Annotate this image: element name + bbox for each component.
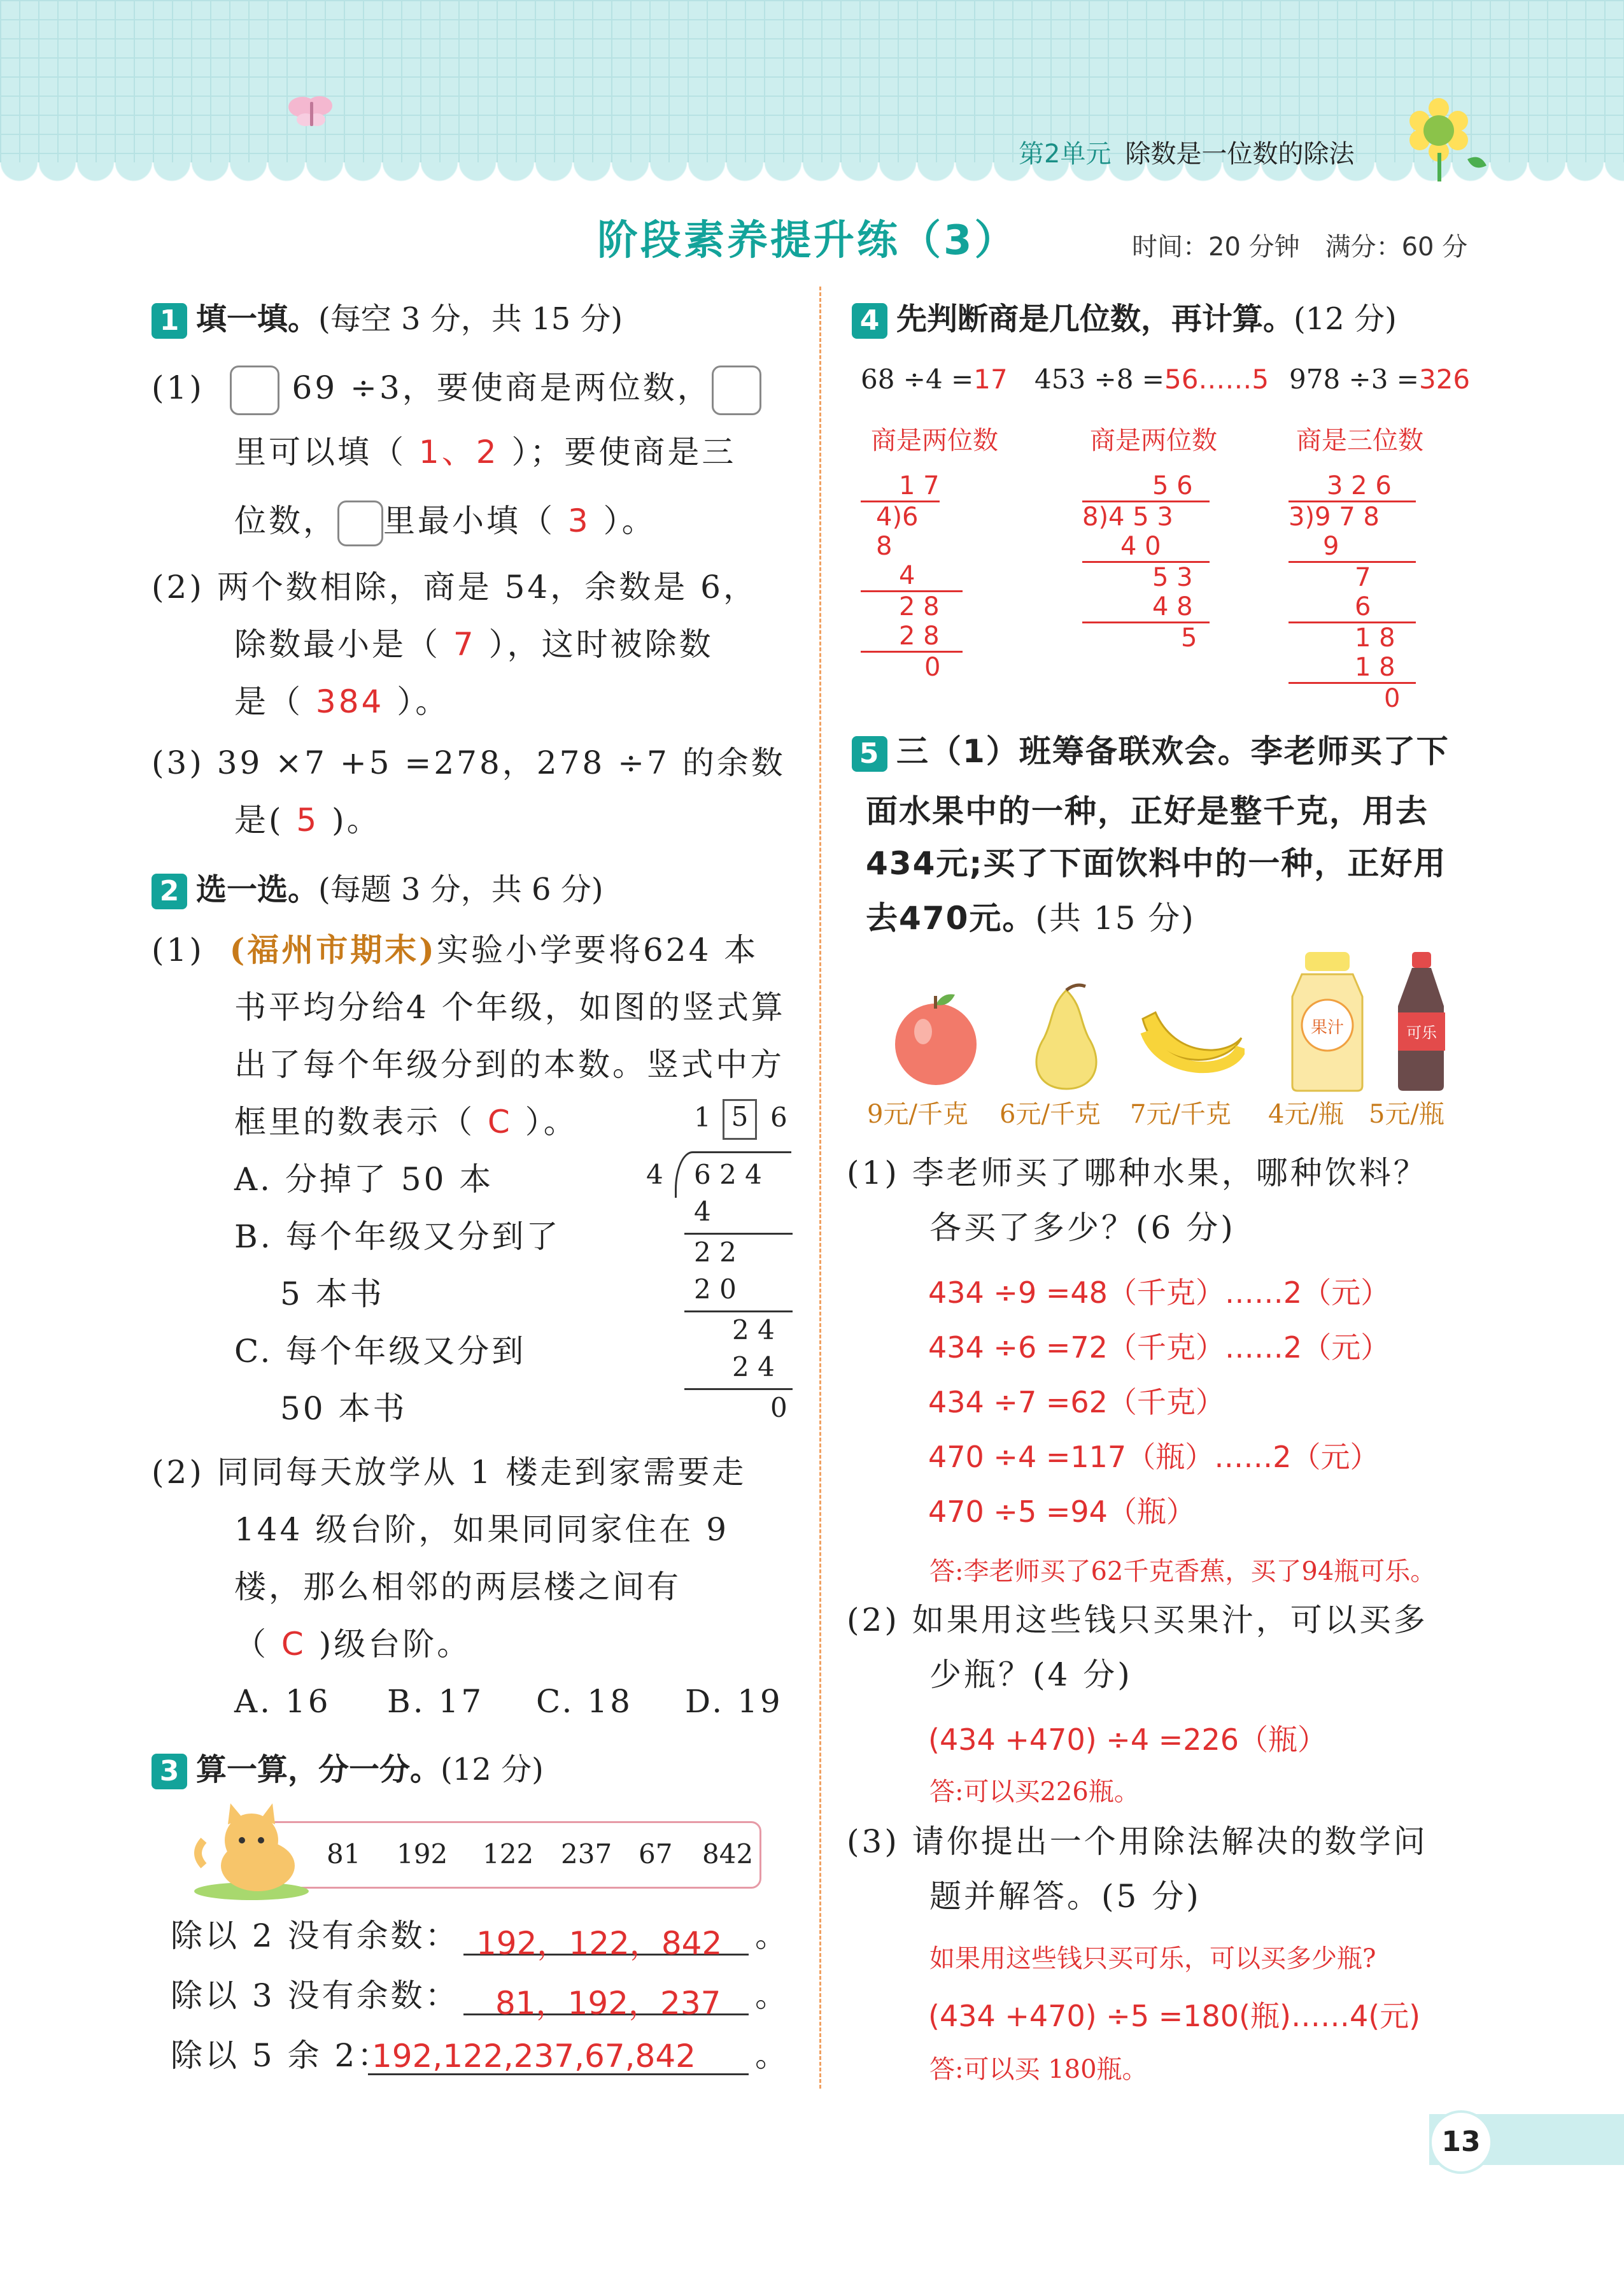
q1-heading: 1 填一填。(每空 3 分，共 15 分) [152, 294, 623, 339]
q1-p1-line3: 位数， 里最小填（ 3 ）。 [234, 501, 656, 546]
q1-p2-line2: 除数最小是（ 7 ），这时被除数 [234, 626, 714, 663]
q1-p2-line3: 是（ 384 ）。 [234, 683, 450, 720]
q2-heading: 2 选一选。(每题 3 分，共 6 分) [152, 865, 604, 909]
cat-icon [191, 1796, 312, 1904]
q5-p1-answer-5: 470 ÷5 =94（瓶） [928, 1494, 1196, 1529]
q5-p1-answer-1: 434 ÷9 =48（千克）……2（元） [928, 1275, 1390, 1310]
q3-answer-2: 81，192，237 [495, 1985, 721, 2022]
q2-p1-line3: 出了每个年级分到的本数。竖式中方 [234, 1046, 784, 1083]
juice-bottle-icon [1286, 949, 1369, 1092]
price-pear: 6元/千克 [999, 1100, 1101, 1129]
division-box: 5 [723, 1099, 757, 1140]
q4-hint-2: 商是两位数 [1090, 426, 1217, 455]
q5-p3-line2: 题并解答。(5 分) [929, 1878, 1201, 1915]
q5-line4: 去470元。(共 15 分) [866, 900, 1195, 937]
q5-line1: 5 三（1）班筹备联欢会。李老师买了下 [852, 732, 1450, 772]
column-divider [819, 287, 821, 2089]
svg-text:果汁: 果汁 [1310, 1018, 1345, 1037]
q3-answer-1: 192，122，842 [476, 1925, 723, 1962]
q2-number: 2 [152, 874, 187, 909]
q5-p3-final: 答:可以买 180瓶。 [929, 2055, 1148, 2084]
q1-number: 1 [152, 303, 187, 339]
q2-p2-line1: (2) 同同每天放学从 1 楼走到家需要走 [152, 1454, 747, 1491]
price-banana: 7元/千克 [1130, 1100, 1231, 1129]
time-info: 时间：20 分钟 满分：60 分 [1132, 232, 1468, 262]
q2-option-c-line1: C. 每个年级又分到 [234, 1333, 526, 1370]
q5-p2-line1: (2) 如果用这些钱只买果汁，可以买多 [847, 1601, 1428, 1638]
q4-hint-1: 商是两位数 [871, 426, 998, 455]
price-cola: 5元/瓶 [1369, 1100, 1444, 1129]
sunflower-icon [1407, 96, 1490, 185]
q2-option-b-line1: B. 每个年级又分到了 [234, 1218, 561, 1255]
q1-p1-line1: (1) 69 ÷3，要使商是两位数， [152, 366, 761, 415]
q5-line3: 434元;买了下面饮料中的一种，正好用 [866, 845, 1447, 882]
answer-box [230, 366, 279, 415]
q5-number: 5 [852, 736, 887, 772]
q2-p2-line2: 144 级台阶，如果同同家住在 9 [234, 1511, 730, 1548]
q4-heading: 4 先判断商是几位数，再计算。(12 分) [852, 294, 1397, 339]
q5-p3-question: 如果用这些钱只买可乐，可以买多少瓶? [929, 1944, 1376, 1973]
q4-expr-1: 68 ÷4 =17 [861, 364, 1008, 395]
q4-number: 4 [852, 303, 887, 339]
q3-answer-3: 192,122,237,67,842 [372, 2038, 696, 2075]
q3-line3-label: 除以 5 余 2： [171, 2037, 392, 2074]
q5-p1-final: 答:李老师买了62千克香蕉，买了94瓶可乐。 [929, 1557, 1436, 1586]
q5-p1-answer-2: 434 ÷6 =72（千克）……2（元） [928, 1330, 1390, 1365]
q5-p1-answer-4: 470 ÷4 =117（瓶）……2（元） [928, 1440, 1380, 1474]
q2-choice-d: D. 19 [685, 1683, 783, 1720]
unit-label: 第2单元 除数是一位数的除法 [1019, 139, 1355, 169]
q5-p2-final: 答:可以买226瓶。 [929, 1777, 1140, 1807]
q2-p1-line1: (1) (福州市期末)实验小学要将624 本 [152, 931, 759, 969]
q5-p2-line2: 少瓶？(4 分) [929, 1656, 1133, 1693]
price-juice: 4元/瓶 [1268, 1100, 1344, 1129]
q2-choice-a: A. 16 [234, 1683, 331, 1720]
q2-p1-line2: 书平均分给4 个年级，如图的竖式算 [234, 989, 786, 1026]
banana-icon [1136, 993, 1245, 1083]
q3-line1-label: 除以 2 没有余数： [171, 1917, 460, 1954]
price-apple: 9元/千克 [867, 1100, 968, 1129]
q5-p2-answer: (434 +470) ÷4 =226（瓶） [928, 1722, 1327, 1757]
cola-bottle-icon [1388, 949, 1455, 1092]
q2-choice-b: B. 17 [387, 1683, 484, 1720]
q3-number: 3 [152, 1754, 187, 1789]
q2-option-c-line2: 50 本书 [280, 1390, 407, 1427]
q5-p1-answer-3: 434 ÷7 =62（千克） [928, 1385, 1225, 1419]
butterfly-icon [280, 89, 344, 134]
q3-line2-label: 除以 3 没有余数： [171, 1977, 460, 2014]
q1-p2-line1: (2) 两个数相除，商是 54，余数是 6， [152, 569, 758, 606]
q4-hint-3: 商是三位数 [1296, 426, 1423, 455]
q3-heading: 3 算一算，分一分。(12 分) [152, 1745, 544, 1789]
q2-choice-c: C. 18 [536, 1683, 633, 1720]
q2-long-division: 1 5 6 4 6 2 4 4 2 2 2 0 2 4 2 4 0 [637, 1102, 802, 1433]
q2-option-a: A. 分掉了 50 本 [234, 1161, 494, 1198]
answer-box [712, 366, 761, 415]
q5-p1-line1: (1) 李老师买了哪种水果，哪种饮料？ [847, 1154, 1428, 1191]
q5-p3-line1: (3) 请你提出一个用除法解决的数学问 [847, 1823, 1428, 1860]
q5-p3-answer: (434 +470) ÷5 =180(瓶)……4(元) [928, 1999, 1421, 2033]
svg-text:可乐: 可乐 [1406, 1024, 1437, 1042]
q4-calc-2: 5 6 8)4 5 3 4 0 5 3 4 8 5 [1082, 471, 1210, 653]
page-number: 13 [1429, 2110, 1493, 2174]
q4-calc-3: 3 2 6 3)9 7 8 9 7 6 1 8 1 8 0 [1289, 471, 1416, 713]
q4-expr-2: 453 ÷8 =56……5 [1034, 364, 1269, 395]
q5-p1-line2: 各买了多少？(6 分) [929, 1209, 1236, 1246]
q2-option-b-line2: 5 本书 [280, 1275, 385, 1312]
header-wave [0, 162, 1624, 194]
q1-p3-line2: 是( 5 )。 [234, 802, 381, 839]
q2-p2-line4: （ C )级台阶。 [234, 1626, 472, 1663]
page-title: 阶段素养提升练（3） [597, 217, 1018, 264]
header-band [0, 0, 1624, 185]
q5-line2: 面水果中的一种，正好是整千克，用去 [866, 793, 1429, 830]
pear-icon [1019, 981, 1114, 1092]
q2-p1-line4: 框里的数表示（ C ）。 [234, 1104, 578, 1140]
q4-expr-3: 978 ÷3 =326 [1289, 364, 1471, 395]
q1-p1-line2: 里可以填（ 1、2 ）；要使商是三 [234, 434, 737, 471]
apple-icon [885, 981, 987, 1089]
number-strip: 81 192 122 237 67 842 [236, 1821, 761, 1889]
q1-p3-line1: (3) 39 ×7 +5 =278，278 ÷7 的余数 [152, 744, 786, 781]
q4-calc-1: 1 7 4)6 8 4 2 8 2 8 0 [861, 471, 963, 682]
q2-p2-line3: 楼，那么相邻的两层楼之间有 [234, 1568, 681, 1605]
answer-box [337, 501, 383, 546]
